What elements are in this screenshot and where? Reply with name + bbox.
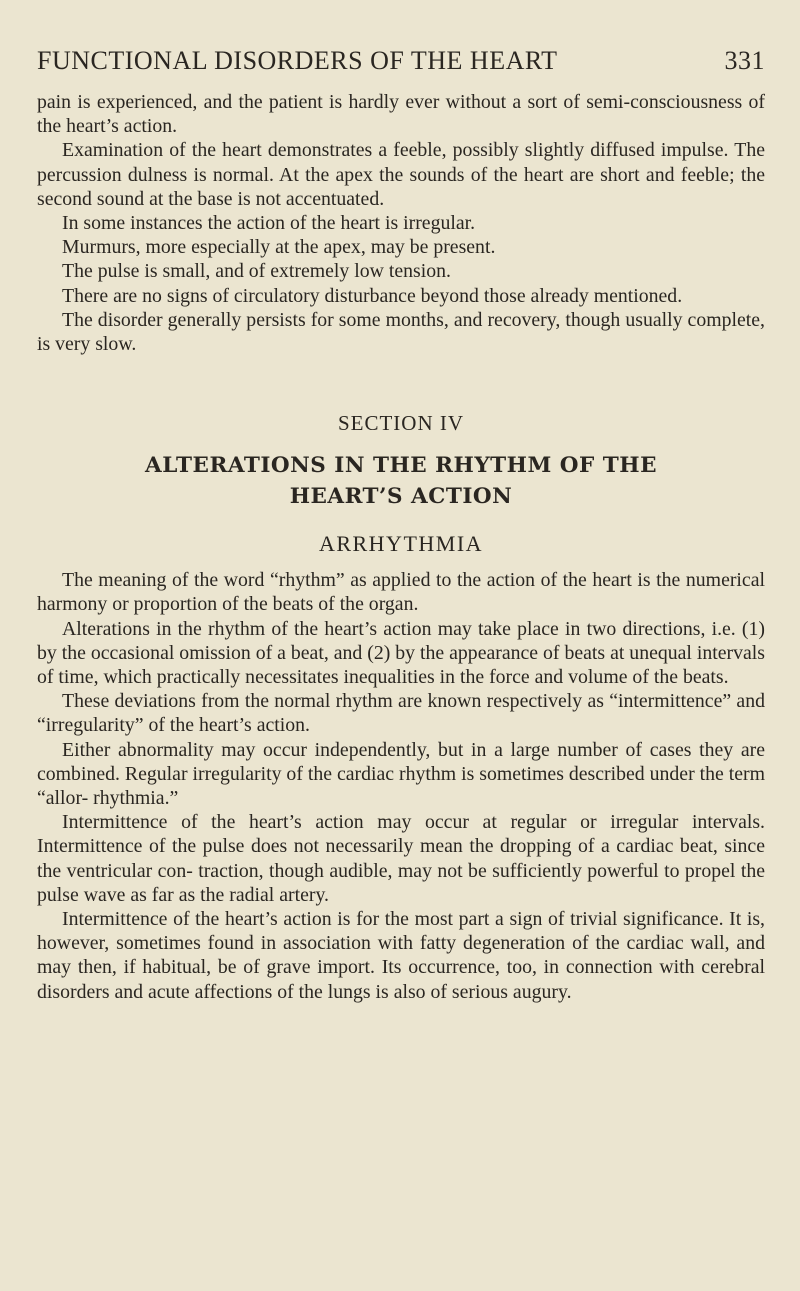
paragraph: Alterations in the rhythm of the heart’s action may take place in two directions, i.e. (1) by the occasional omission of a beat, and (2) by the appearance of beats at unequal intervals of time, which practically necessitates inequalities in the force and volume of the beats. xyxy=(37,617,765,689)
page-number: 331 xyxy=(724,46,765,75)
paragraph: In some instances the action of the heart is irregular. xyxy=(62,212,476,235)
paragraph: There are no signs of circulatory disturbance beyond those already mentioned. xyxy=(62,284,683,307)
paragraph: Either abnormality may occur independently, but in a large number of cases they are combined. Regular irregularity of the cardiac rhythm is sometimes described under the term “allor- rhythmia.” xyxy=(37,738,765,810)
text-block-top xyxy=(37,90,765,356)
paragraph: Murmurs, more especially at the apex, may be present. xyxy=(62,236,496,259)
paragraph: Examination of the heart demonstrates a feeble, possibly slightly diffused impulse. The percussion dulness is normal. At the apex the sounds of the heart are short and feeble; the second sound at the base is not accentuated. xyxy=(37,139,765,210)
running-title: FUNCTIONAL DISORDERS OF THE HEART xyxy=(37,46,558,75)
subsection-title: ARRHYTHMIA xyxy=(318,531,484,557)
paragraph: Intermittence of the heart’s action is for the most part a sign of trivial significance. It is, however, sometimes found in association with fatty degeneration of the cardiac wall, and may then, if habitual, be of grave import. Its occurrence, too, in connection with cerebral disorders and acute affections of the lungs is also of serious augury. xyxy=(37,908,765,1003)
section-title-line: HEART’S ACTION xyxy=(289,484,513,510)
paragraph: Intermittence of the heart’s action may occur at regular or irregular intervals. Intermittence of the pulse does not necessarily mean the dropping of a cardiac beat, since the ventricular con- traction, though audible, may not be sufficiently powerful to propel the pulse wave as far as the radial artery. xyxy=(37,811,765,906)
paragraph: The meaning of the word “rhythm” as applied to the action of the heart is the numerical harmony or proportion of the beats of the organ. xyxy=(37,569,765,616)
paragraph: These deviations from the normal rhythm are known respectively as “intermittence” and “irregularity” of the heart’s action. xyxy=(37,690,765,737)
running-header xyxy=(37,44,765,78)
paragraph: The disorder generally persists for some months, and recovery, though usually complete, is very slow. xyxy=(37,308,765,356)
text-block-bottom xyxy=(37,568,765,1004)
paragraph: pain is experienced, and the patient is hardly ever without a sort of semi-consciousness of the heart’s action. xyxy=(37,91,765,138)
section-title-line: ALTERATIONS IN THE RHYTHM OF THE xyxy=(145,453,657,479)
section-label: SECTION IV xyxy=(337,411,465,436)
paragraph: The pulse is small, and of extremely low tension. xyxy=(62,260,451,283)
section-title xyxy=(37,450,765,512)
book-page xyxy=(37,44,765,1004)
